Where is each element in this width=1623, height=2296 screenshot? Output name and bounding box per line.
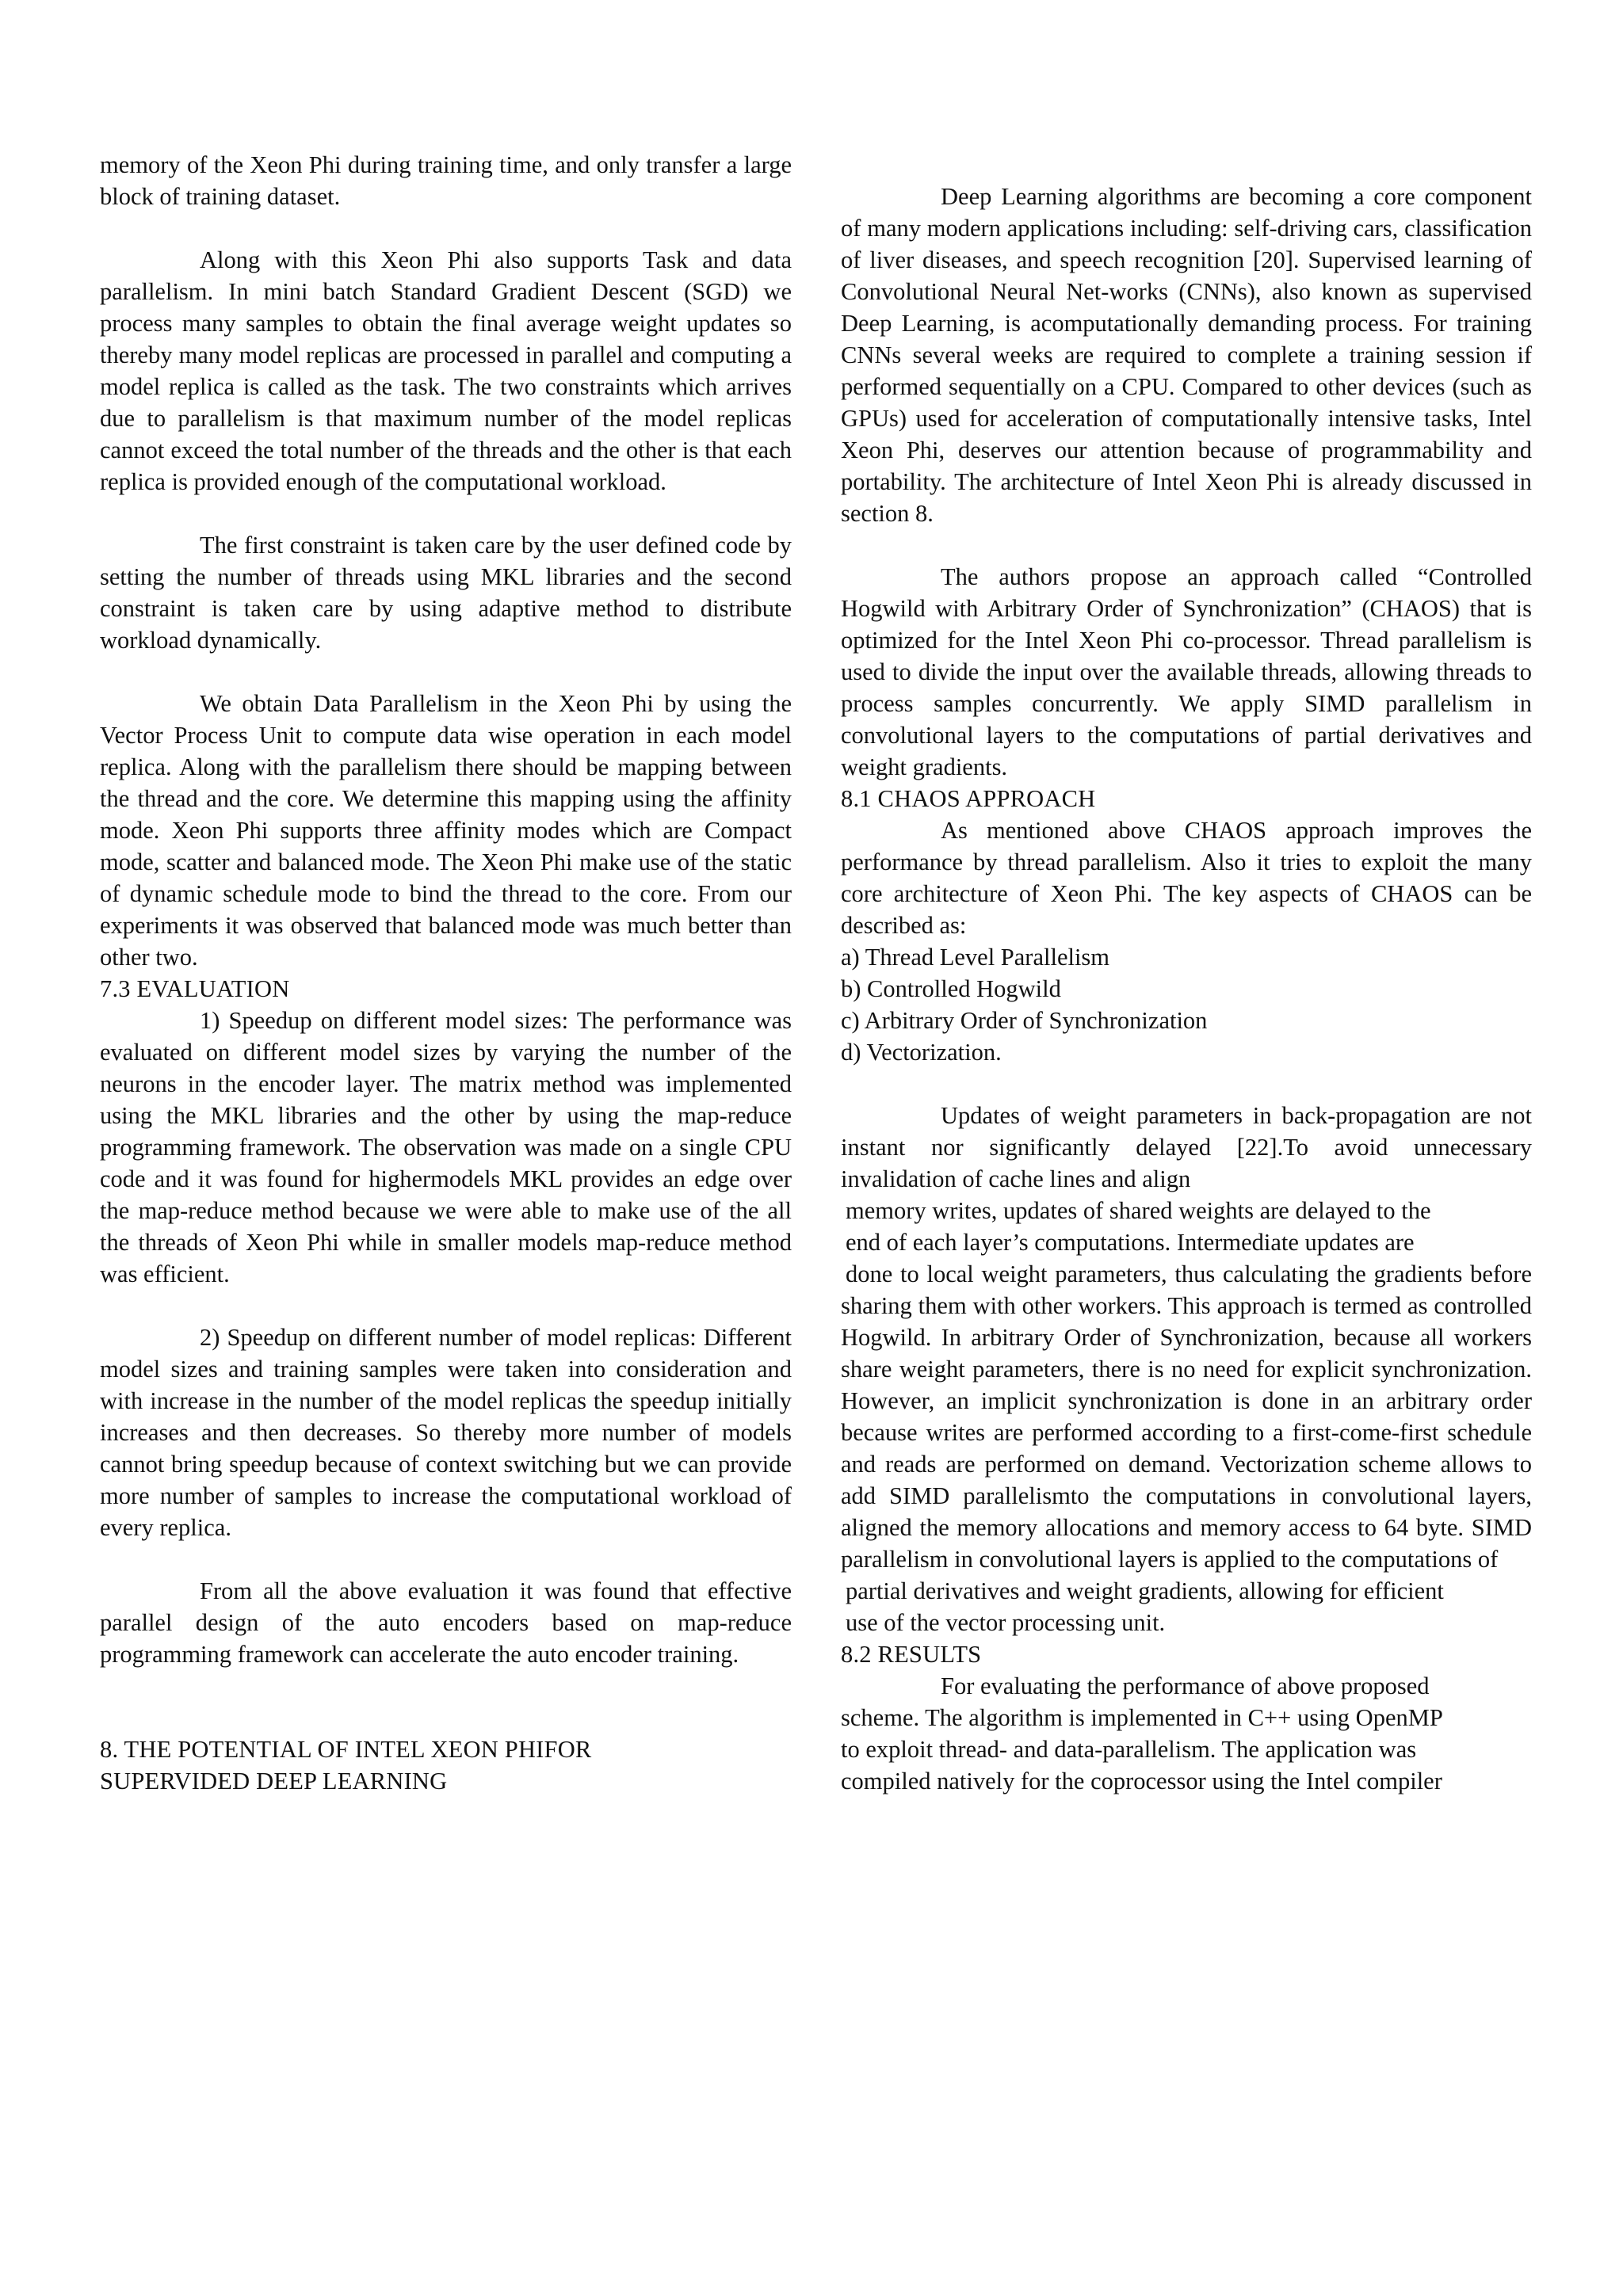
- list-item: b) Controlled Hogwild: [841, 975, 1061, 1002]
- paragraph-updates-part-a: Updates of weight parameters in back-propagation are not instant nor significantly delayed [22].To avoid unnecessary invalidation of cache lines and align: [841, 1102, 1532, 1192]
- paragraph-updates-part-c: end of each layer’s computations. Intermediate updates are: [846, 1229, 1415, 1256]
- list-item: d) Vectorization.: [841, 1039, 1002, 1066]
- section-heading-8-2: 8.2 RESULTS: [841, 1641, 982, 1668]
- paragraph-updates-part-f: use of the vector processing unit.: [846, 1609, 1166, 1636]
- paragraph-results-line-c: to exploit thread- and data-parallelism. The application was: [841, 1736, 1417, 1763]
- paragraph-chaos-intro: The authors propose an approach called “Controlled Hogwild with Arbitrary Order of Synchronization” (CHAOS) that is optimized for the Intel Xeon Phi co-processor. Thread parallelism is used to divide the input over the available threads, allowing threads to process samples concurrently. We apply SIMD parallelism in convolutional layers to the computations of partial derivatives and weight gradients.: [841, 563, 1532, 780]
- paragraph-weight-updates: [841, 1100, 1532, 1638]
- section-heading-8-1: 8.1 CHAOS APPROACH: [841, 785, 1096, 812]
- paragraph-evaluation-conclusion: From all the above evaluation it was found that effective parallel design of the auto encoders based on map-reduce programming framework can accelerate the auto encoder training.: [100, 1577, 792, 1668]
- paragraph-results-line-d: compiled natively for the coprocessor using the Intel compiler: [841, 1768, 1442, 1794]
- paragraph-results-line-a: For evaluating the performance of above proposed: [941, 1672, 1430, 1699]
- paragraph-updates-part-e: partial derivatives and weight gradients, allowing for efficient: [846, 1577, 1444, 1604]
- paragraph-updates-part-d: done to local weight parameters, thus calculating the gradients before sharing them with other workers. This approach is termed as controlled Hogwild. In arbitrary Order of Synchronization, because all workers share weight parameters, there is no need for explicit synchronization. However, an implicit synchronization is done in an arbitrary order because writes are performed according to a first-come-first schedule and reads are performed on demand. Vectorization scheme allows to add SIMD parallelismto the computations in convolutional layers, aligned the memory allocations and memory access to 64 byte. SIMD parallelism in convolutional layers is applied to the computations of: [841, 1261, 1532, 1573]
- paragraph-results-line-b: scheme. The algorithm is implemented in C++ using OpenMP: [841, 1704, 1443, 1731]
- paragraph-chaos-approach: As mentioned above CHAOS approach improves the performance by thread parallelism. Also it tries to exploit the many core architecture of Xeon Phi. The key aspects of CHAOS can be described as:: [841, 817, 1532, 939]
- paragraph-results: [841, 1670, 1532, 1797]
- chaos-aspects-list: [841, 941, 1532, 1068]
- paragraph-speedup-model-replicas: 2) Speedup on different number of model replicas: Different model sizes and training samples were taken into consideration and with increase in the number of the model replicas the speedup initially increases and then decreases. So thereby more number of models cannot bring speedup because of context switching but we can provide more number of samples to increase the computational workload of every replica.: [100, 1324, 792, 1541]
- paragraph-continued: memory of the Xeon Phi during training time, and only transfer a large block of training dataset.: [100, 151, 792, 210]
- left-column: [100, 149, 792, 1797]
- section-heading-8: [100, 1733, 792, 1797]
- section-heading-8-line1: 8. THE POTENTIAL OF INTEL XEON PHIFOR: [100, 1736, 592, 1763]
- paragraph-first-constraint: The first constraint is taken care by the user defined code by setting the number of threads using MKL libraries and the second constraint is taken care by using adaptive method to distribute workload dynamically.: [100, 532, 792, 654]
- paragraph-updates-part-b: memory writes, updates of shared weights are delayed to the: [846, 1197, 1431, 1224]
- paragraph-task-data-parallelism: Along with this Xeon Phi also supports Task and data parallelism. In mini batch Standard Gradient Descent (SGD) we process many samples to obtain the final average weight updates so thereby many model replicas are processed in parallel and computing a model replica is called as the task. The two constraints which arrives due to parallelism is that maximum number of the model replicas cannot exceed the total number of the threads and the other is that each replica is provided enough of the computational workload.: [100, 246, 792, 495]
- section-heading-8-line2: SUPERVIDED DEEP LEARNING: [100, 1768, 448, 1794]
- section-heading-7-3: 7.3 EVALUATION: [100, 975, 290, 1002]
- list-item: a) Thread Level Parallelism: [841, 944, 1110, 971]
- list-item: c) Arbitrary Order of Synchronization: [841, 1007, 1208, 1034]
- right-column: [841, 181, 1532, 1797]
- paragraph-speedup-model-sizes: 1) Speedup on different model sizes: The performance was evaluated on different model sizes by varying the number of the neurons in the encoder layer. The matrix method was implemented using the MKL libraries and the other by using the map-reduce programming framework. The observation was made on a single CPU code and it was found for highermodels MKL provides an edge over the map-reduce method because we were able to make use of the all the threads of Xeon Phi while in smaller models map-reduce method was efficient.: [100, 1007, 792, 1287]
- paragraph-deep-learning: Deep Learning algorithms are becoming a core component of many modern applications including: self-driving cars, classification of liver diseases, and speech recognition [20]. Supervised learning of Convolutional Neural Net-works (CNNs), also known as supervised Deep Learning, is acomputationally demanding process. For training CNNs several weeks are required to complete a training session if performed sequentially on a CPU. Compared to other devices (such as GPUs) used for acceleration of computationally intensive tasks, Intel Xeon Phi, deserves our attention because of programmability and portability. The architecture of Intel Xeon Phi is already discussed in section 8.: [841, 183, 1532, 527]
- paragraph-data-parallelism: We obtain Data Parallelism in the Xeon Phi by using the Vector Process Unit to compute data wise operation in each model replica. Along with the parallelism there should be mapping between the thread and the core. We determine this mapping using the affinity mode. Xeon Phi supports three affinity modes which are Compact mode, scatter and balanced mode. The Xeon Phi make use of the static of dynamic schedule mode to bind the thread to the core. From our experiments it was observed that balanced mode was much better than other two.: [100, 690, 792, 971]
